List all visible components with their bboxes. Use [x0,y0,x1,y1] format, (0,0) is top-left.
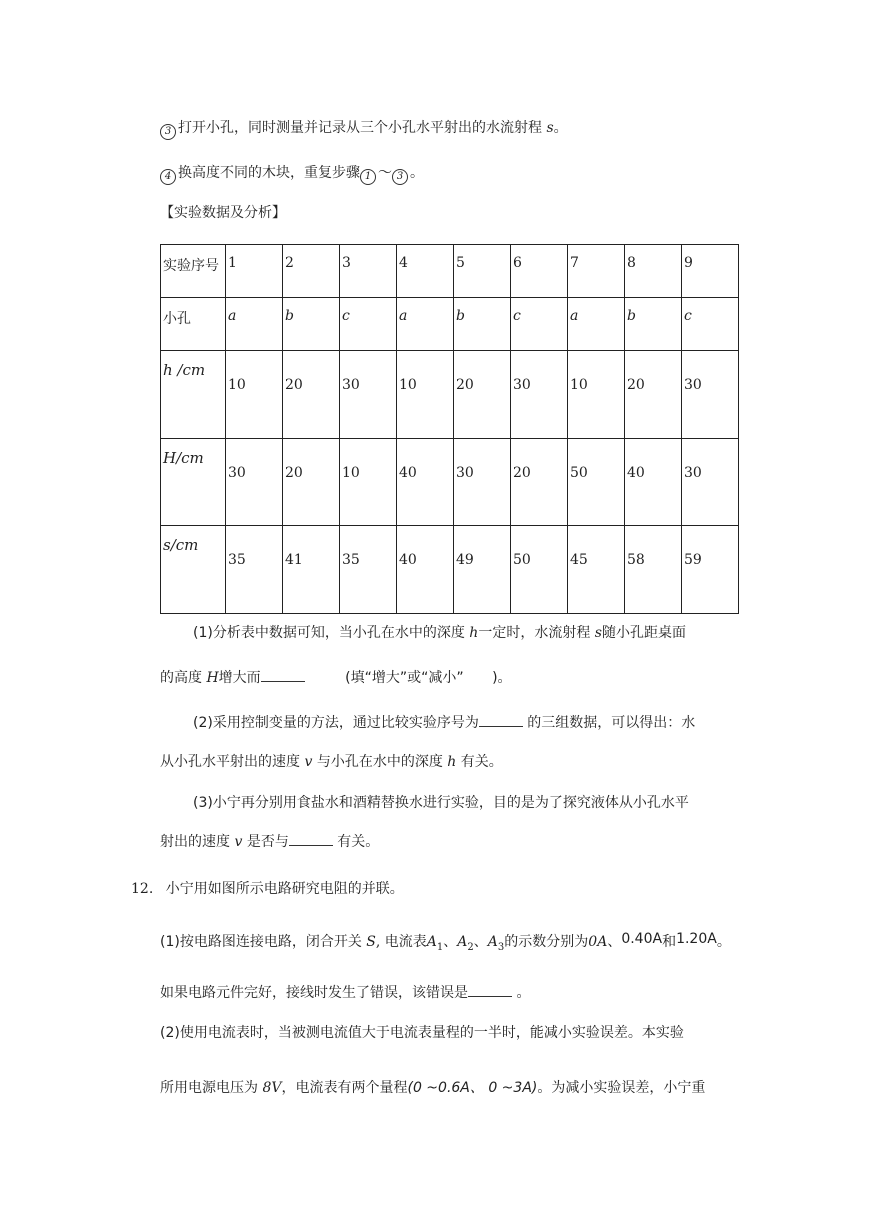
p12-q2-text-d: 。为减小实验误差，小宁重 [537,1080,706,1096]
step-4-text: 换高度不同的木块，重复步骤 [178,165,360,181]
table-cell: 7 [568,245,625,298]
q2-text-e: 有关。 [460,754,503,770]
s-label: s/cm [161,526,226,614]
q2-line-2 [160,752,503,772]
step-3 [160,118,568,140]
table-cell [397,439,454,526]
table-cell [283,351,340,439]
cell-value: 10 [570,377,588,393]
table-row-s [161,526,739,614]
table-cell: a [397,298,454,351]
q1-number: (1) [193,625,213,641]
cell-value: 41 [285,552,303,568]
table-cell [340,351,397,439]
table-cell: c [340,298,397,351]
table-cell [682,526,739,614]
circled-number-3b: 3 [392,169,408,185]
table-cell: 8 [625,245,682,298]
table-cell [340,526,397,614]
table-cell: c [511,298,568,351]
p12-q2-text-c: ，电流表有两个量程 [281,1080,408,1096]
p12-q1-line-2 [160,983,530,1003]
q3-text-b: 射出的速度 [160,834,230,850]
var-h: h [447,754,457,770]
q2-text-a: 采用控制变量的方法，通过比较实验序号为 [212,715,479,731]
cell-value: 30 [456,465,474,481]
cell-value: 35 [228,552,246,568]
table-cell: 5 [454,245,511,298]
table-cell: b [283,298,340,351]
table-cell [625,439,682,526]
h-label: h /cm [161,351,226,439]
cell-value: 20 [456,377,474,393]
p12-q1-number: (1) [160,934,180,950]
var-H: H [206,670,219,686]
answer-blank[interactable] [479,714,523,727]
table-cell: 6 [511,245,568,298]
circled-number-3: 3 [160,124,176,140]
table-row-h [161,351,739,439]
cell-value: 35 [342,552,360,568]
cell-value: 50 [570,465,588,481]
problem-number: 12. [131,881,154,897]
ammeter-A3: A [487,934,498,950]
data-table [160,244,739,614]
and-text: 和 [662,934,677,950]
step-4 [160,163,424,185]
cell-value: 30 [342,377,360,393]
q2-line-1 [193,713,695,733]
circled-number-4: 4 [160,169,176,185]
table-cell [625,526,682,614]
p12-q2-line-2 [160,1078,705,1098]
p12-q1-line-1 [160,929,731,958]
table-cell: a [568,298,625,351]
cell-value: 20 [513,465,531,481]
cell-value: 40 [399,552,417,568]
p12-q1-text-a: 按电路图连接电路，闭合开关 [179,934,362,950]
p12-q1-text-b: , 电流表 [375,934,427,950]
table-cell [511,439,568,526]
circled-number-1: 1 [360,169,376,185]
p12-q2-text-b: 所用电源电压为 [160,1080,258,1096]
table-cell: 2 [283,245,340,298]
cell-value: 20 [285,465,303,481]
ammeter-A2: A [457,934,468,950]
table-cell [511,351,568,439]
step-4-end: 。 [410,165,424,181]
table-cell [568,526,625,614]
p12-q2-text-a: 使用电流表时，当被测电流值大于电流表量程的一半时，能减小实验误差。本实验 [179,1025,684,1041]
q1-text-f: (填“增大”或“减小” [345,670,464,686]
end-mark: 。 [716,934,731,950]
q3-number: (3) [193,795,213,811]
cell-value: 58 [627,552,645,568]
cell-value: 30 [228,465,246,481]
table-cell [397,351,454,439]
q3-text-c: 是否与 [246,834,289,850]
q1-line-2 [160,668,512,688]
cell-value: 49 [456,552,474,568]
sep-2: 、 [473,934,488,950]
table-cell [397,526,454,614]
table-row-hole [161,298,739,351]
q2-text-c: 从小孔水平射出的速度 [160,754,300,770]
sub-1: 1 [436,941,444,953]
q1-text-d: 的高度 [160,670,202,686]
q1-text-g: )。 [492,670,512,686]
table-row-H [161,439,739,526]
var-v: v [304,754,313,770]
q3-line-1 [193,793,689,813]
var-h: h [469,625,479,641]
var-S: S [366,934,376,950]
table-cell: 1 [226,245,283,298]
value-0A: 0A [588,934,608,950]
q1-line-1 [193,623,686,643]
table-cell [340,439,397,526]
q2-text-b: 的三组数据，可以得出：水 [527,715,696,731]
sep-3: 、 [607,934,622,950]
cell-value: 20 [627,377,645,393]
p12-q2-line-1 [160,1023,684,1043]
value-0.40A: 0.40A [621,931,663,947]
table-cell: 4 [397,245,454,298]
hole-label: 小孔 [161,298,226,351]
table-cell [283,439,340,526]
p12-q1-text-d: 如果电路元件完好，接线时发生了错误，该错误是 [160,985,468,1001]
table-cell [283,526,340,614]
q2-text-d: 与小孔在水中的深度 [316,754,443,770]
answer-blank[interactable] [289,833,333,846]
answer-blank[interactable] [468,984,512,997]
step-3-text: 打开小孔，同时测量并记录从三个小孔水平射出的水流射程 [178,120,542,136]
table-cell [226,439,283,526]
cell-value: 30 [513,377,531,393]
value-1.20A: 1.20A [676,931,717,947]
table-cell [226,526,283,614]
var-v: v [234,834,243,850]
table-cell: 9 [682,245,739,298]
cell-value: 20 [285,377,303,393]
q1-text-b: 一定时，水流射程 [478,625,591,641]
p12-q2-number: (2) [160,1025,180,1041]
p12-q1-text-e: 。 [516,985,531,1001]
range-value: (0 ~0.6A、 0 ~3A) [407,1080,538,1096]
table-row-header [161,245,739,298]
table-cell: a [226,298,283,351]
cell-value: 59 [684,552,702,568]
table-cell [625,351,682,439]
table-cell [511,526,568,614]
table-cell: b [625,298,682,351]
tilde: ～ [378,165,392,181]
table-cell [454,439,511,526]
problem-title: 小宁用如图所示电路研究电阻的并联。 [165,881,404,897]
cell-value: 10 [228,377,246,393]
p12-q1-text-c: 的示数分别为 [504,934,589,950]
sub-2: 2 [467,941,474,953]
cell-value: 30 [684,377,702,393]
q1-text-a: 分析表中数据可知，当小孔在水中的深度 [212,625,465,641]
problem-12-title [131,879,404,899]
table-cell [226,351,283,439]
table-cell [454,526,511,614]
cell-value: 45 [570,552,588,568]
sep-1: 、 [443,934,458,950]
q2-number: (2) [193,715,213,731]
var-s: s [594,625,602,641]
table-cell [682,351,739,439]
q1-text-e: 增大而 [218,670,261,686]
header-label: 实验序号 [161,245,226,298]
cell-value: 10 [399,377,417,393]
cell-value: 10 [342,465,360,481]
table-cell [568,439,625,526]
q1-text-c: 随小孔距桌面 [601,625,686,641]
table-cell: 3 [340,245,397,298]
table-cell: b [454,298,511,351]
cell-value: 40 [399,465,417,481]
H-label: H/cm [161,439,226,526]
table-cell [568,351,625,439]
table-cell [454,351,511,439]
cell-value: 50 [513,552,531,568]
table-cell: c [682,298,739,351]
q3-line-2 [160,832,379,852]
answer-blank[interactable] [261,669,305,682]
cell-value: 40 [627,465,645,481]
section-title: 【实验数据及分析】 [160,205,286,221]
sub-3: 3 [497,941,505,953]
voltage-value: 8V [262,1080,282,1096]
var-s: s [546,120,554,136]
q3-text-d: 有关。 [337,834,380,850]
step-3-end: 。 [553,120,568,136]
q3-text-a: 小宁再分别用食盐水和酒精替换水进行实验，目的是为了探究液体从小孔水平 [212,795,689,811]
table-cell [682,439,739,526]
cell-value: 30 [684,465,702,481]
ammeter-A1: A [426,934,437,950]
